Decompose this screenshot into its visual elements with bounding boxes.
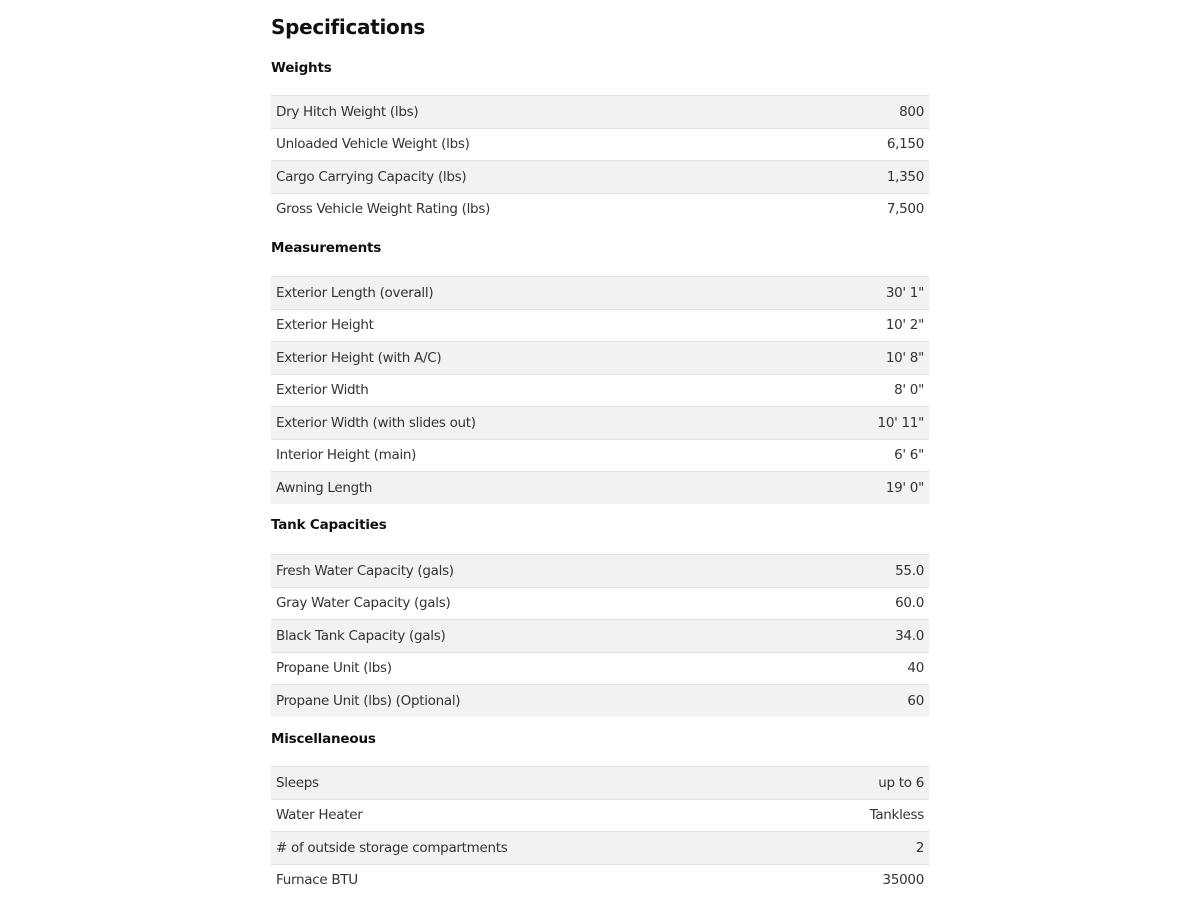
- spec-label: Gross Vehicle Weight Rating (lbs): [276, 201, 491, 218]
- spec-label: Exterior Length (overall): [276, 284, 434, 301]
- spec-label: Interior Height (main): [276, 447, 417, 464]
- spec-value: 2: [915, 839, 924, 856]
- spec-value: 60.0: [895, 595, 924, 612]
- section-title-tank-capacities: Tank Capacities: [271, 517, 387, 533]
- spec-value: 34.0: [895, 627, 924, 644]
- spec-label: Unloaded Vehicle Weight (lbs): [276, 136, 470, 153]
- section-title-weights: Weights: [271, 60, 332, 76]
- spec-value: 55.0: [895, 562, 924, 579]
- spec-value: 800: [899, 103, 924, 120]
- spec-label: Black Tank Capacity (gals): [276, 627, 446, 644]
- spec-row: [271, 95, 929, 128]
- spec-label: Propane Unit (lbs) (Optional): [276, 692, 461, 709]
- spec-value: 30' 1": [885, 284, 924, 301]
- spec-row: [271, 554, 929, 587]
- spec-value: 35000: [882, 872, 924, 889]
- spec-value: 6,150: [886, 136, 924, 153]
- spec-value: 10' 2": [885, 317, 924, 334]
- spec-label: Exterior Width (with slides out): [276, 414, 476, 431]
- spec-label: Exterior Height (with A/C): [276, 349, 442, 366]
- spec-label: Gray Water Capacity (gals): [276, 595, 451, 612]
- spec-row: [271, 406, 929, 439]
- spec-label: Water Heater: [276, 807, 363, 824]
- section-title-miscellaneous: Miscellaneous: [271, 731, 376, 747]
- spec-value: 40: [907, 660, 924, 677]
- weights-table: [271, 95, 929, 225]
- spec-row: [271, 864, 929, 897]
- spec-row: [271, 652, 929, 685]
- spec-row: [271, 160, 929, 193]
- spec-label: # of outside storage compartments: [276, 839, 508, 856]
- spec-label: Exterior Width: [276, 382, 369, 399]
- spec-value: 10' 8": [885, 349, 924, 366]
- spec-row: [271, 341, 929, 374]
- spec-value: 6' 6": [894, 447, 924, 464]
- spec-row: [271, 471, 929, 504]
- spec-label: Cargo Carrying Capacity (lbs): [276, 168, 467, 185]
- page-title: Specifications: [271, 15, 426, 39]
- spec-label: Sleeps: [276, 774, 319, 791]
- spec-value: 1,350: [886, 168, 924, 185]
- spec-row: [271, 587, 929, 620]
- spec-value: 7,500: [886, 201, 924, 218]
- spec-row: [271, 276, 929, 309]
- spec-value: 10' 11": [877, 414, 924, 431]
- spec-label: Exterior Height: [276, 317, 374, 334]
- spec-label: Fresh Water Capacity (gals): [276, 562, 454, 579]
- spec-row: [271, 309, 929, 342]
- spec-label: Propane Unit (lbs): [276, 660, 392, 677]
- spec-value: Tankless: [869, 807, 924, 824]
- spec-value: 19' 0": [885, 479, 924, 496]
- section-title-measurements: Measurements: [271, 240, 382, 256]
- spec-row: [271, 128, 929, 161]
- spec-row: [271, 439, 929, 472]
- spec-label: Awning Length: [276, 479, 373, 496]
- spec-label: Furnace BTU: [276, 872, 358, 889]
- spec-row: [271, 374, 929, 407]
- spec-row: [271, 619, 929, 652]
- miscellaneous-table: [271, 766, 929, 896]
- spec-value: 8' 0": [894, 382, 924, 399]
- spec-row: [271, 799, 929, 832]
- spec-row: [271, 193, 929, 226]
- spec-row: [271, 684, 929, 717]
- spec-row: [271, 831, 929, 864]
- spec-value: 60: [907, 692, 924, 709]
- measurements-table: [271, 276, 929, 504]
- spec-label: Dry Hitch Weight (lbs): [276, 103, 419, 120]
- spec-value: up to 6: [878, 774, 924, 791]
- spec-row: [271, 766, 929, 799]
- tank-capacities-table: [271, 554, 929, 717]
